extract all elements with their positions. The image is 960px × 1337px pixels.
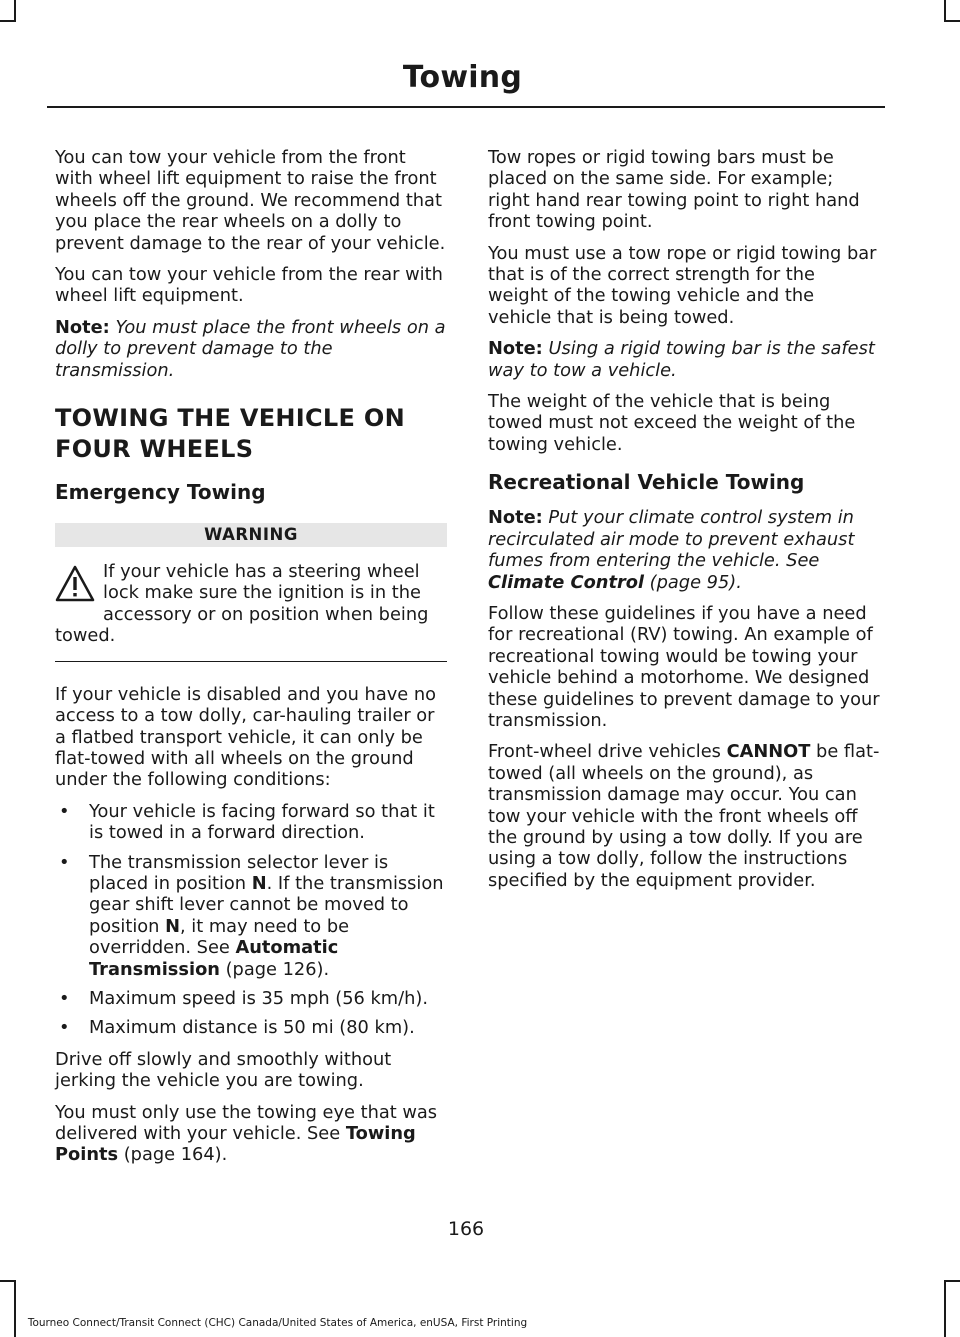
warning-title: WARNING: [55, 523, 447, 547]
section-heading: [55, 403, 447, 465]
gear-position: N: [165, 915, 180, 937]
crop-mark: [14, 0, 16, 20]
paragraph: You can tow your vehicle from the front with wheel lift equipment to raise the front wheels off the ground. We recommend that you place the rear wheels on a dolly to prevent damage to the rear of your vehicle.: [55, 147, 446, 254]
page-reference: (page 126).: [219, 958, 330, 980]
conditions-list: [55, 801, 447, 1039]
left-column: [55, 147, 447, 1176]
page-reference: (page 164).: [118, 1144, 228, 1166]
note: [488, 507, 880, 593]
list-item: [55, 852, 447, 980]
list-item-text: Maximum speed is 35 mph (56 km/h).: [89, 987, 428, 1009]
paragraph: The weight of the vehicle that is being towed must not exceed the weight of the towing vehicle.: [488, 391, 856, 455]
bullet: •: [59, 851, 70, 873]
list-item-text: Maximum distance is 50 mi (80 km).: [89, 1017, 415, 1039]
right-column: [488, 147, 880, 901]
paragraph: [55, 1102, 447, 1166]
paragraph: Follow these guidelines if you have a need for recreational (RV) towing. An example of recreational towing would be towing your vehicle behind a motorhome. We designed these guidelines to prevent damage to your transmission.: [488, 602, 880, 731]
paragraph: You must use a tow rope or rigid towing bar that is of the correct strength for the weight of the towing vehicle and the vehicle that is being towed.: [488, 242, 877, 328]
crop-mark: [944, 1280, 946, 1337]
bullet: •: [59, 987, 70, 1009]
section-heading-line: FOUR WHEELS: [55, 435, 254, 464]
note: [488, 338, 880, 381]
paragraph: [488, 741, 880, 891]
paragraph-text: Front-wheel drive vehicles: [488, 741, 727, 763]
cross-reference-link[interactable]: Climate Control: [488, 571, 645, 593]
gear-position: N: [251, 872, 267, 894]
paragraph: Drive off slowly and smoothly without jerking the vehicle you are towing.: [55, 1048, 392, 1092]
note-label: Note:: [55, 316, 110, 338]
bullet: •: [59, 1017, 70, 1039]
publication-footer: Tourneo Connect/Transit Connect (CHC) Canada/United States of America, enUSA, First Printing: [27, 1317, 528, 1329]
subsection-heading: Emergency Towing: [55, 480, 266, 505]
list-item: [55, 988, 447, 1009]
warning-box: [55, 561, 447, 662]
crop-mark: [944, 1280, 960, 1282]
page-number: 166: [447, 1218, 485, 1240]
list-item: [55, 1017, 447, 1038]
list-item: [55, 801, 447, 844]
list-item-text: Your vehicle is facing forward so that it is towed in a forward direction.: [89, 800, 435, 844]
list-item-text: The transmission selector lever is placed in position: [89, 851, 389, 894]
crop-mark: [0, 20, 16, 22]
note-text: You must place the front wheels on a dolly to prevent damage to the transmission.: [55, 316, 446, 381]
paragraph-text: be flat-towed (all wheels on the ground), as transmission damage may occur. You can tow your vehicle with the front wheels off the ground by using a tow dolly. If you are using a tow dolly, follow the instructions specified by the equipment provider.: [488, 741, 880, 891]
warning-text: If your vehicle has a steering wheel lock make sure the ignition is in the accessory or on position when being towed.: [55, 561, 429, 647]
page-reference: (page 95).: [644, 571, 742, 593]
note: [55, 317, 447, 381]
crop-mark: [944, 0, 946, 20]
cross-reference-link[interactable]: Automatic Transmission: [89, 937, 339, 980]
list-item-text: , it may need to be overridden. See: [89, 915, 350, 959]
paragraph: If your vehicle is disabled and you have no access to a tow dolly, car-hauling trailer or a flatbed transport vehicle, it can only be flat-towed with all wheels on the ground under the following conditions:: [55, 683, 436, 791]
warning-triangle-icon: [55, 563, 95, 607]
note-text: Using a rigid towing bar is the safest way to tow a vehicle.: [488, 338, 875, 381]
page-title: Towing: [402, 60, 522, 95]
cross-reference-link[interactable]: Towing Points: [55, 1123, 416, 1166]
note-label: Note:: [488, 507, 543, 529]
paragraph: You can tow your vehicle from the rear with wheel lift equipment.: [55, 264, 443, 307]
bullet: •: [59, 800, 70, 822]
note-label: Note:: [488, 338, 543, 360]
crop-mark: [944, 20, 960, 22]
crop-mark: [0, 1280, 16, 1282]
section-heading-line: TOWING THE VEHICLE ON: [55, 404, 405, 433]
subsection-heading: Recreational Vehicle Towing: [488, 470, 805, 495]
list-item-text: . If the transmission gear shift lever cannot be moved to position: [89, 872, 444, 937]
note-text: Put your climate control system in recirculated air mode to prevent exhaust fumes from entering the vehicle. See: [488, 507, 855, 572]
header-divider: [47, 106, 885, 108]
paragraph: Tow ropes or rigid towing bars must be placed on the same side. For example; right hand rear towing point to right hand front towing point.: [488, 147, 860, 233]
emphasis: CANNOT: [726, 741, 811, 763]
paragraph-text: You must only use the towing eye that was delivered with your vehicle. See: [55, 1101, 438, 1144]
